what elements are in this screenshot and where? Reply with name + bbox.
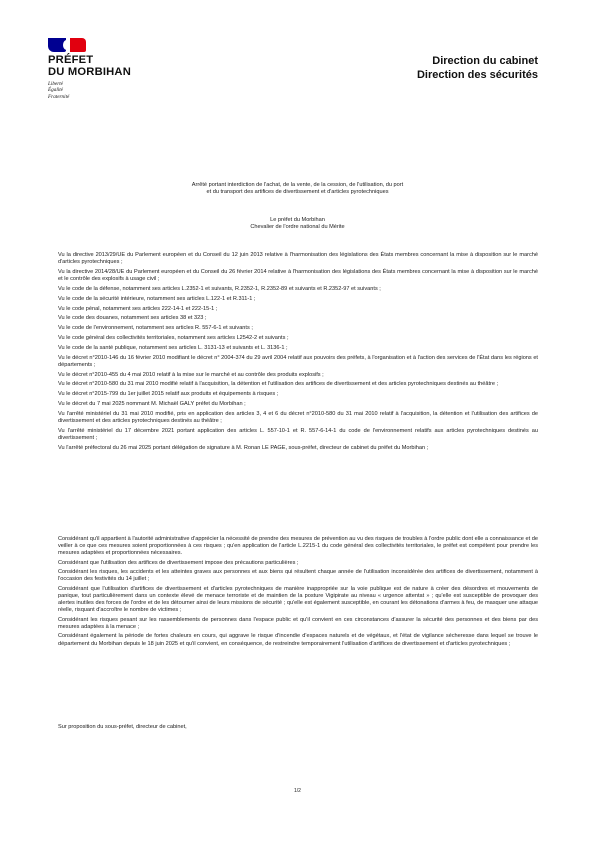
logo-line-1: PRÉFET: [48, 54, 94, 66]
considerant-item: Considérant également la période de fortes chaleurs en cours, qui aggrave le risque d'incendie d'espaces naturels et de végétaux, et l'état de vigilance sécheresse dans lequel se trouve le département du Morbihan depuis le 18 juin 2025 et qu'il convient, en conséquence, de restreindre temporairement l'utilisation d'artifices de divertissement et d'articles pyrotechniques ;: [58, 633, 538, 647]
visa-item: Vu le décret n°2010-455 du 4 mai 2010 relatif à la mise sur le marché et au contrôle des produits explosifs ;: [58, 371, 324, 378]
considerant-item: Considérant les risques pesant sur les rassemblements de personnes dans l'espace public et qu'il convient en ces circonstances d'assurer la sécurité des personnes et des biens par des mesures adaptées à la menace ;: [58, 616, 538, 630]
motto-fraternite: Fraternité: [48, 93, 70, 100]
considerant-item: Considérant que l'utilisation d'artifices de divertissement et d'articles pyrotechniques de manière inappropriée sur la voie publique est de nature à créer des désordres et mouvements de panique, tout particulièrement dans un contexte élevé de menace terroriste et de maintien de la posture Vigipirate au niveau « urgence attentat » ; qu'elle est susceptible de provoquer des alertes inutiles des forces de l'ordre et de les détourner ainsi de leurs missions de sécurité ; qu'elle est également susceptible, en courant les détonations d'armes à feu, de masquer une attaque réelle, risquant d'accroître le nombre de victimes ;: [58, 585, 538, 614]
visa-item: Vu l'arrêté ministériel du 31 mai 2010 modifié, pris en application des articles 3, 4 et 6 du décret n°2010-580 du 31 mai 2010 relatif à l'acquisition, la détention et l'utilisation des artifices de divertissement et des articles pyrotechniques destinés au théâtre ;: [58, 410, 538, 424]
visa-item: Vu le décret du 7 mai 2025 nommant M. Michaël GALY préfet du Morbihan ;: [58, 400, 246, 407]
considerant-item: Considérant les risques, les accidents et les atteintes graves aux personnes et aux biens qui résultent chaque année de l'utilisation inconsidérée des artifices de divertissement, notamment à l'occasion des festivités du 14 juillet ;: [58, 569, 538, 583]
proposition: [58, 724, 538, 731]
logo-line-2: DU MORBIHAN: [48, 65, 131, 78]
title-line-2: et du transport des artifices de divertissement et d'articles pyrotechniques: [206, 189, 389, 196]
direction-cabinet: Direction du cabinet: [432, 55, 538, 67]
considerant-item: Considérant qu'il appartient à l'autorité administrative d'apprécier la nécessité de prendre des mesures de prévention au vu des risques de troubles à l'ordre public dont elle a connaissance et de veiller à ce que ces mesures soient proportionnées à ces risques ; qu'en application de l'article L.2215-1 du code général des collectivités territoriales, le préfet est compétent pour prendre les mesures adaptées et proportionnées nécessaires.: [58, 536, 538, 557]
visa-item: Vu le code de la défense, notamment ses articles L.2352-1 et suivants, R.2352-1, R.2352-89 et suivants et R.2352-97 et suivants ;: [58, 286, 381, 292]
page-number: 1/2: [294, 788, 301, 794]
visa-item: Vu le décret n°2010-580 du 31 mai 2010 modifié relatif à l'acquisition, la détention et l'utilisation des artifices de divertissement et des articles pyrotechniques destinés au théâtre ;: [58, 381, 499, 388]
header-directions: [417, 55, 538, 82]
visa-item: Vu le décret n°2010-146 du 16 février 2010 modifiant le décret n° 2004-374 du 29 avril 2004 relatif aux pouvoirs des préfets, à l'organisation et à l'action des services de l'État dans les régions et départements ;: [58, 354, 538, 368]
proposition-text: Sur proposition du sous-préfet, directeur de cabinet,: [58, 724, 187, 730]
considerant-item: Considérant que l'utilisation des artifices de divertissement impose des précautions particulières ;: [58, 559, 299, 566]
visa-item: Vu la directive 2013/29/UE du Parlement européen et du Conseil du 12 juin 2013 relative à l'harmonisation des législations des États membres concernant la mise à disposition sur le marché d'articles pyrotechniques ;: [58, 252, 538, 266]
visa-item: Vu la directive 2014/28/UE du Parlement européen et du Conseil du 26 février 2014 relative à l'harmonisation des législations des États membres concernant la mise à disposition sur le marché et le contrôle des explosifs à usage civil ;: [58, 269, 538, 283]
motto-liberte: Liberté: [48, 81, 63, 87]
visa-item: Vu l'arrêté préfectoral du 26 mai 2025 portant délégation de signature à M. Ronan LE PAGE, sous-préfet, directeur de cabinet du préfet du Morbihan ;: [58, 444, 429, 451]
title-line-1: Arrêté portant interdiction de l'achat, de la vente, de la cession, de l'utilisation, du port: [191, 182, 404, 188]
prefet-line-2: Chevalier de l'ordre national du Mérite: [250, 224, 345, 231]
direction-securites: Direction des sécurités: [416, 68, 538, 81]
prefet-identity: [150, 217, 445, 231]
visa-item: Vu le code général des collectivités territoriales, notamment ses articles L2542-2 et suivants ;: [58, 334, 289, 341]
visa-item: Vu le code de la sécurité intérieure, notamment ses articles L.122-1 et R.311-1 ;: [58, 295, 256, 302]
motto-egalite: Égalité: [48, 87, 63, 94]
prefet-logo: [48, 38, 168, 100]
visa-item: Vu l'arrêté ministériel du 17 décembre 2021 portant application des articles L. 557-10-1 et R. 557-6-14-1 du code de l'environnement relatifs aux articles pyrotechniques destinés au divertissement ;: [58, 427, 538, 441]
arrete-title: [120, 182, 475, 196]
visa-item: Vu le code pénal, notamment ses articles 222-14-1 et 222-15-1 ;: [58, 305, 218, 312]
visa-item: Vu le code de l'environnement, notamment ses articles R. 557-6-1 et suivants ;: [58, 325, 253, 332]
visa-item: Vu le code de la santé publique, notamment ses articles L. 3131-13 et suivants et L. 3136-1 ;: [58, 344, 288, 351]
visas-list: [58, 252, 538, 455]
marianne-flag-icon: [48, 38, 86, 52]
considerants-list: [58, 536, 538, 650]
prefet-line-1: Le préfet du Morbihan: [270, 217, 325, 223]
logo-motto: [48, 81, 168, 100]
visa-item: Vu le code des douanes, notamment ses articles 38 et 323 ;: [58, 315, 207, 322]
visa-item: Vu le décret n°2015-799 du 1er juillet 2015 relatif aux produits et équipements à risques ;: [58, 391, 279, 398]
